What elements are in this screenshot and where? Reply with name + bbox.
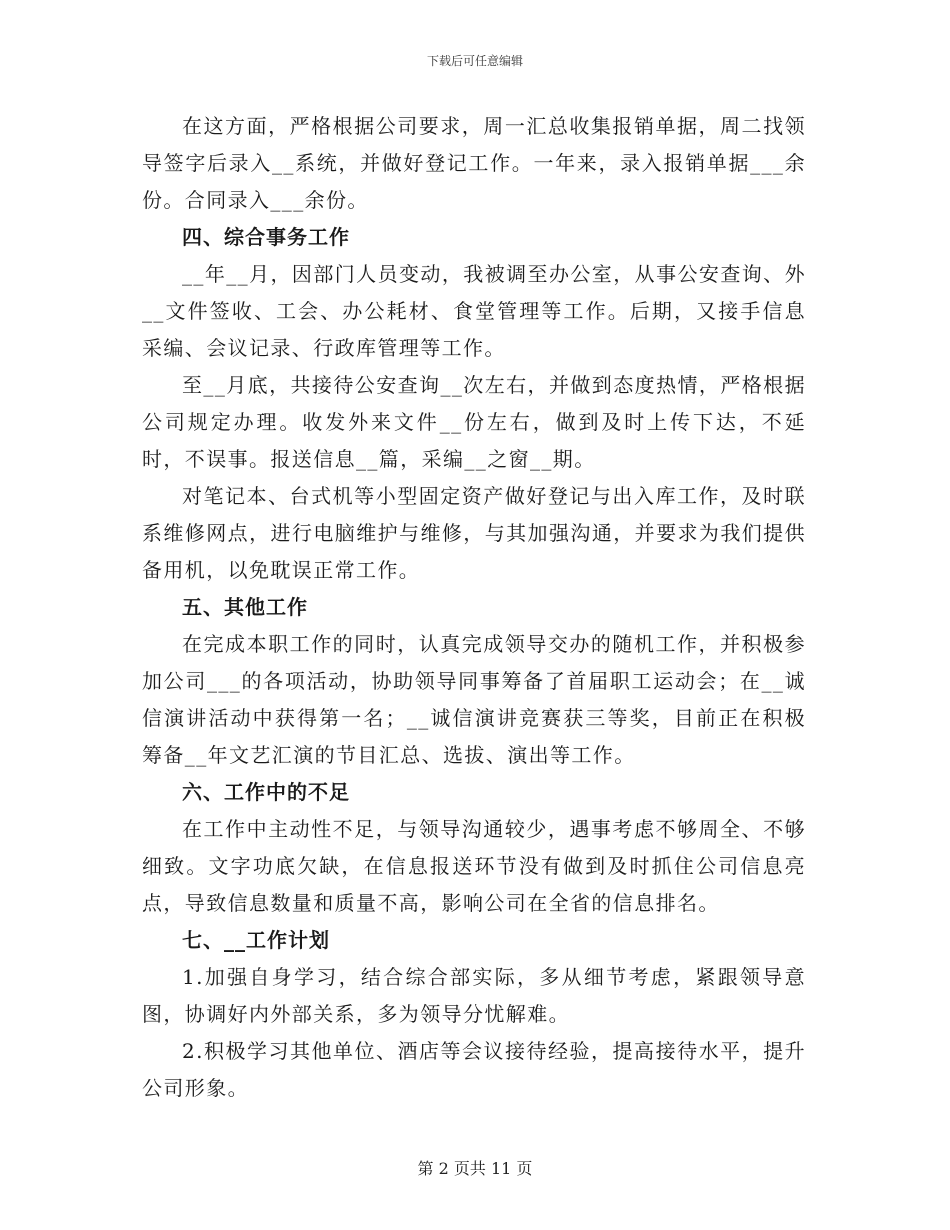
paragraph-plan-item-2: 2.积极学习其他单位、酒店等会议接待经验，提高接待水平，提升公司形象。 xyxy=(142,1039,806,1100)
section-heading-work-plan: 七、__工作计划 xyxy=(182,928,330,952)
page-number: 第 2 页共 11 页 xyxy=(417,1159,533,1178)
paragraph-police-inquiries: 至__月底，共接待公安查询__次左右，并做到态度热情，严格根据公司规定办理。收发外来文件__份左右，做到及时上传下达，不延时，不误事。报送信息__篇，采编__之窗__期。 xyxy=(142,373,806,471)
paragraph-plan-item-1: 1.加强自身学习，结合综合部实际，多从细节考虑，紧跟领导意图，协调好内外部关系，多为领导分忧解难。 xyxy=(142,965,806,1026)
paragraph-fixed-assets: 对笔记本、台式机等小型固定资产做好登记与出入库工作，及时联系维修网点，进行电脑维护与维修，与其加强沟通，并要求为我们提供备用机，以免耽误正常工作。 xyxy=(142,484,806,582)
document-body xyxy=(142,108,806,1107)
section-heading-shortcomings: 六、工作中的不足 xyxy=(182,780,350,804)
paragraph-transfer: __年__月，因部门人员变动，我被调至办公室，从事公安查询、外__文件签收、工会、办公耗材、食堂管理等工作。后期，又接手信息采编、会议记录、行政库管理等工作。 xyxy=(142,262,806,360)
section-heading-other-work: 五、其他工作 xyxy=(182,595,308,619)
section-heading-general-affairs: 四、综合事务工作 xyxy=(182,225,350,249)
page-header: 下载后可任意编辑 xyxy=(426,54,523,68)
paragraph-other-work: 在完成本职工作的同时，认真完成领导交办的随机工作，并积极参加公司___的各项活动，协助领导同事筹备了首届职工运动会；在__诚信演讲活动中获得第一名；__诚信演讲竞赛获三等奖，目前正在积极筹备__年文艺汇演的节目汇总、选拔、演出等工作。 xyxy=(142,632,806,767)
paragraph-shortcomings: 在工作中主动性不足，与领导沟通较少，遇事考虑不够周全、不够细致。文字功底欠缺，在信息报送环节没有做到及时抓住公司信息亮点，导致信息数量和质量不高，影响公司在全省的信息排名。 xyxy=(142,817,806,915)
paragraph-reimbursement: 在这方面，严格根据公司要求，周一汇总收集报销单据，周二找领导签字后录入__系统，并做好登记工作。一年来，录入报销单据___余份。合同录入___余份。 xyxy=(142,114,806,212)
